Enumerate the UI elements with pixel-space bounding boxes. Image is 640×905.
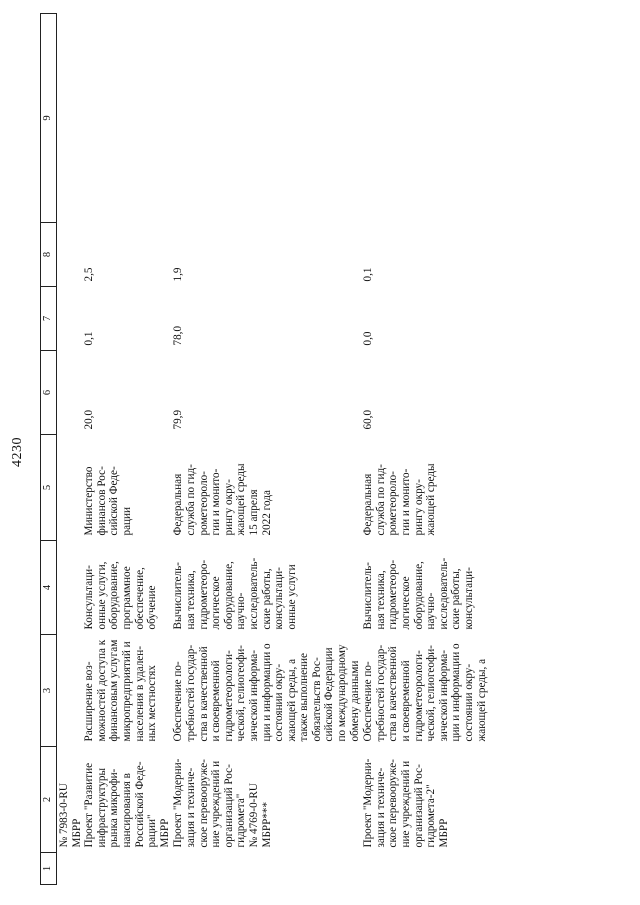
executor-cell: Министерство финансов Рос- сийской Феде- рации xyxy=(83,466,133,536)
cell-col1 xyxy=(171,853,361,885)
planned-cell: 2,5 xyxy=(83,267,96,282)
cell-col9 xyxy=(57,14,172,223)
amount-cell: 20,0 xyxy=(83,409,96,430)
procurement-cell: Вычислитель- ная техника, гидрометеоро- логическое оборудование, научно- исследователь- ские работы, консультаци- xyxy=(362,557,475,630)
project-name-cell: Проект "Модерни- зация и техниче- ское перевооруже- ние учреждений и организаций Рос- гидромета" № 4769-0-RU МБРР*** xyxy=(172,758,273,848)
planned-cell: 1,9 xyxy=(172,267,185,282)
used-cell: 78,0 xyxy=(172,325,185,346)
procurement-cell: Консультаци- онные услуги, оборудование, программное обеспечение, обучение xyxy=(83,561,159,630)
col-header-5: 5 xyxy=(41,435,57,541)
amount-cell: 79,9 xyxy=(172,409,185,430)
amount-cell: 60,0 xyxy=(362,409,375,430)
col-header-8: 8 xyxy=(41,223,57,287)
purpose-cell: Обеспечение по- требностей государ- ства в качественной и своевременной гидрометеорологи- ческой, гелиогеофи- зической информа- ции и информации о состоянии окру- жающей среды, а xyxy=(362,643,488,742)
col-header-3: 3 xyxy=(41,635,57,747)
col-header-6: 6 xyxy=(41,351,57,435)
table-row xyxy=(361,14,488,885)
used-cell: 0,0 xyxy=(362,331,375,346)
col-header-9: 9 xyxy=(41,14,57,223)
procurement-cell: Вычислитель- ная техника, гидрометеоро- логическое оборудование, научно- исследователь- ские работы, консультаци- онные услуги xyxy=(172,557,298,630)
table-row xyxy=(171,14,361,885)
column-number-row xyxy=(41,14,57,885)
data-table xyxy=(40,13,488,885)
cell-col9 xyxy=(171,14,361,223)
cell-col9 xyxy=(361,14,488,223)
purpose-cell: Обеспечение по- требностей государ- ства в качественной и своевременной гидрометеорологи- ческой, гелиогеофи- зической информа- ции и информации о состоянии окру- жающей среды, а также выполнение обязательств Рос- сийской Федерации по международному обмену данными xyxy=(172,643,361,742)
col-header-2: 2 xyxy=(41,747,57,853)
table-row xyxy=(57,14,172,885)
cell-col1 xyxy=(57,853,172,885)
col-header-7: 7 xyxy=(41,287,57,351)
used-cell: 0,1 xyxy=(83,331,96,346)
page-number: 4230 xyxy=(10,437,25,467)
col-header-4: 4 xyxy=(41,541,57,635)
cell-col1 xyxy=(361,853,488,885)
purpose-cell: Расширение воз- можностей доступа к финансовым услугам микропредприятий и населения в удален- ных местностях xyxy=(83,639,159,742)
executor-cell: Федеральная служба по гид- рометеороло- гии и монито- рингу окру- жающей среды 15 апреля 2022 года xyxy=(172,463,273,536)
executor-cell: Федеральная служба по гид- рометеороло- гии и монито- рингу окру- жающей среды xyxy=(362,463,438,536)
project-name-cell: Проект "Модерни- зация и техниче- ское перевооруже- ние учреждений и организаций Рос- гидромета-2" МБРР xyxy=(362,758,450,848)
planned-cell: 0,1 xyxy=(362,267,375,282)
project-name-cell: № 7983-0-RU МБРР Проект "Развитие инфраструктуры рынка микрофи- нансирования в Российской Феде- рации" МБРР xyxy=(58,761,171,848)
col-header-1: 1 xyxy=(41,853,57,885)
